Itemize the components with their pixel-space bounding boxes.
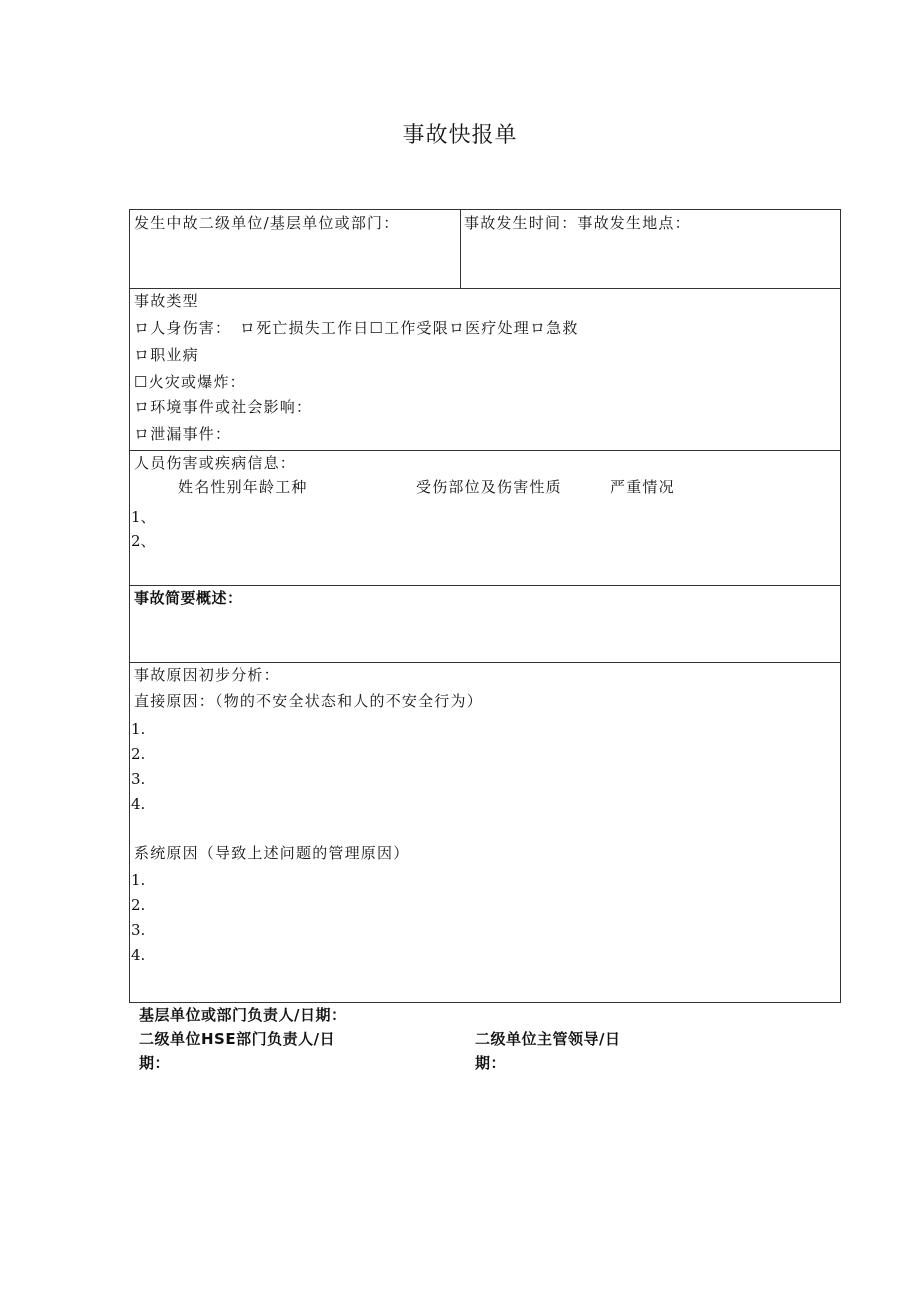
- leak-event-checkbox: ロ泄漏事件：: [134, 425, 232, 443]
- row1-bottom-border: [130, 288, 840, 289]
- fire-explosion-checkbox: ☐火灾或爆炸：: [134, 373, 246, 391]
- system-cause-item: 4.: [131, 946, 146, 964]
- injury-col-part: 受伤部位及伤害性质: [416, 478, 562, 496]
- base-unit-head-signature: 基层单位或部门负责人/日期：: [139, 1006, 347, 1024]
- time-place-label: 事故发生时间：事故发生地点：: [464, 214, 691, 232]
- row1-divider: [460, 210, 461, 288]
- unit-label: 发生中故二级单位/基层单位或部门：: [134, 214, 400, 232]
- accident-type-bottom-border: [130, 450, 840, 451]
- direct-cause-label: 直接原因：（物的不安全状态和人的不安全行为）: [134, 692, 483, 710]
- system-cause-item: 3.: [131, 921, 146, 939]
- injury-row: 2、: [131, 532, 156, 550]
- direct-cause-item: 4.: [131, 795, 146, 813]
- leader-signature-line1: 二级单位主管领导/日: [475, 1030, 621, 1048]
- environment-event-checkbox: ロ环境事件或社会影响：: [134, 398, 313, 416]
- leader-signature-line2: 期：: [475, 1054, 507, 1072]
- personal-injury-checkboxes: ロ人身伤害： ロ死亡损失工作日☐工作受限ロ医疗处理ロ急救: [134, 319, 579, 337]
- summary-heading: 事故简要概述：: [134, 589, 243, 607]
- injury-info-bottom-border: [130, 585, 840, 586]
- hse-head-signature-line2: 期：: [139, 1054, 171, 1072]
- injury-row: 1、: [131, 508, 156, 526]
- hse-head-signature-line1: 二级单位HSE部门负责人/日: [139, 1030, 336, 1048]
- injury-col-severity: 严重情况: [610, 478, 675, 496]
- accident-type-heading: 事故类型: [134, 292, 199, 310]
- system-cause-item: 2.: [131, 896, 146, 914]
- system-cause-label: 系统原因（导致上述问题的管理原因）: [134, 844, 410, 862]
- system-cause-item: 1.: [131, 871, 146, 889]
- occupational-disease-checkbox: ロ职业病: [134, 346, 199, 364]
- summary-bottom-border: [130, 662, 840, 663]
- direct-cause-item: 1.: [131, 720, 146, 738]
- direct-cause-item: 2.: [131, 745, 146, 763]
- page-title: 事故快报单: [402, 123, 518, 148]
- injury-col-name: 姓名性别年龄工种: [178, 478, 308, 496]
- cause-analysis-heading: 事故原因初步分析：: [134, 666, 280, 684]
- injury-info-heading: 人员伤害或疾病信息：: [134, 454, 297, 472]
- accident-report-form: [129, 209, 841, 1003]
- direct-cause-item: 3.: [131, 770, 146, 788]
